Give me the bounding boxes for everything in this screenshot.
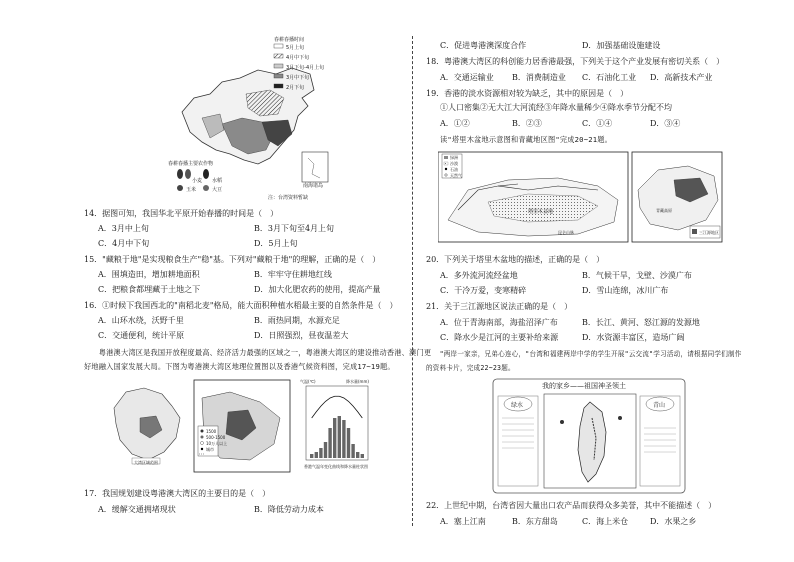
question-17: 17．我国规划建设粤港澳大湾区的主要目的是（ ） <box>84 489 271 498</box>
tarim-region-label: 塔里木盆地 <box>528 209 554 215</box>
option-d[interactable]: D．③④ <box>650 119 681 128</box>
option-a[interactable]: A．多外流河流经盆地 <box>440 271 518 280</box>
chart-y-right-unit: 降水量(mm) <box>346 379 369 384</box>
tarim-legend-label: 石油 <box>450 167 458 172</box>
precip-bar <box>315 452 318 458</box>
taiwan-card-figure <box>492 378 686 494</box>
passage-line: 好地融入国家发展大局。下图为粤港澳大湾区地理位置图以及香港气候资料图，完成17~19题。 <box>84 362 395 371</box>
precip-bar <box>351 444 354 458</box>
plateau-label: 青藏高原 <box>656 208 672 213</box>
passage-line: 读"塔里木盆地示意图和青藏地区图"完成20~21题。 <box>440 135 613 144</box>
option-d[interactable]: D．高新技术产业 <box>650 73 713 82</box>
precip-bar <box>356 452 359 458</box>
option-c[interactable]: C．把粮食都埋藏于土地之下 <box>98 285 201 294</box>
climate-chart-frame <box>306 386 368 460</box>
question-15: 15．"藏粮于地"是实现粮食生产"稳"基。下列对"藏粮于地"的理解，正确的是（ ） <box>84 255 381 264</box>
question-14: 14．据图可知，我国华北平原开始春播的时间是（ ） <box>84 209 279 218</box>
spring-sowing-map <box>162 34 330 204</box>
right-column <box>420 0 742 562</box>
option-d[interactable]: D．加强基础设施建设 <box>582 41 661 50</box>
option-b[interactable]: B．雨热同期，水源充足 <box>254 316 340 325</box>
south-sea-inset <box>302 152 328 182</box>
mountain-label: 昆仑山脉 <box>558 230 574 235</box>
option-d[interactable]: D．5月上旬 <box>254 239 298 248</box>
precip-bar <box>342 420 345 458</box>
column-divider <box>412 36 413 526</box>
option-c[interactable]: C．①④ <box>582 119 613 128</box>
option-a[interactable]: A．3月中上旬 <box>98 224 149 233</box>
option-c[interactable]: C．海上米仓 <box>582 517 629 526</box>
option-a[interactable]: A．山环水绕，沃野千里 <box>98 316 184 325</box>
chart-caption: 香港气温年变化曲线和降水量柱状图 <box>304 464 368 469</box>
precip-bar <box>333 418 336 458</box>
option-b[interactable]: B．长江、黄河、怒江源的发源地 <box>582 318 700 327</box>
option-d[interactable]: D．加大化肥农药的使用，提高产量 <box>254 285 381 294</box>
option-c[interactable]: C．交通便利，统计平原 <box>98 331 185 340</box>
precip-bar <box>319 448 322 458</box>
option-a[interactable]: A．交通运输业 <box>440 73 494 82</box>
passage-line: 粤港澳大湾区是我国开放程度最高、经济活力最强的区域之一，粤港澳大湾区的建设推动香港、澳门更 <box>84 348 432 357</box>
option-b[interactable]: B．气候干旱，戈壁、沙漠广布 <box>582 271 692 280</box>
bay-legend-label: 城市 <box>206 447 214 452</box>
sowing-legend-label: 3月下旬-4月上旬 <box>286 65 325 71</box>
passage-line: 的资料卡片，完成22~23题。 <box>426 364 515 372</box>
sanjiang-legend-label: 三江源地区 <box>699 230 719 235</box>
option-a[interactable]: A．①② <box>440 119 470 128</box>
sowing-legend-label: 3月中下旬 <box>286 75 310 81</box>
question-19: 19．香港的淡水资源相对较为缺乏，其中的原因是（ ） <box>426 89 629 98</box>
option-d[interactable]: D．日照强烈，昼夜温差大 <box>254 331 349 340</box>
taiwan-card-title: 我的家乡——祖国神圣领土 <box>542 382 626 390</box>
left-column <box>78 0 432 562</box>
bay-legend-label: 1500 <box>206 429 217 434</box>
tarim-legend-label: 沙漠 <box>450 161 458 166</box>
crop-legend-title: 春耕春播主要农作物 <box>168 161 214 167</box>
map-note: 注：台湾资料暂缺 <box>268 195 309 201</box>
sowing-legend-label: 2月下旬 <box>286 85 305 91</box>
option-c[interactable]: C．石油化工业 <box>582 73 637 82</box>
bay-legend-label: 大湾区域范围 <box>134 460 158 465</box>
crop-label: 水稻 <box>212 178 223 184</box>
precip-bar <box>347 428 350 458</box>
question-21: 21．关于三江源地区说法正确的是（ ） <box>426 302 573 311</box>
option-c[interactable]: C．干冷万爱，变寒精碎 <box>440 286 527 295</box>
passage-line: "两岸一家亲，兄弟心连心，"台湾和福建两岸中学的学生开展"云交流"学习活动，请根据同学们制作 <box>426 350 742 358</box>
precip-bar <box>338 416 341 458</box>
bay-legend-label: 10万人以上 <box>206 441 228 446</box>
option-a[interactable]: A．围填造田，增加耕地面积 <box>98 270 200 279</box>
option-b[interactable]: B．②③ <box>512 119 542 128</box>
question-18: 18．粤港澳大湾区的科创能力居香港最强，下列关于这个产业发展有密切关系（ ） <box>426 57 725 66</box>
tarim-legend-label: 绿洲 <box>450 155 458 160</box>
option-b[interactable]: B．3月下旬至4月上旬 <box>254 224 335 233</box>
card-right-title: 青山 <box>653 402 666 409</box>
option-b[interactable]: B．消费制造业 <box>512 73 566 82</box>
question-22: 22．上世纪中期，台湾省因大量出口农产品而获得众多美誉，其中不能描述（ ） <box>426 501 717 510</box>
sowing-legend-title: 春耕春播时间 <box>274 37 305 43</box>
option-d[interactable]: D．水资源丰富区，造场广阔 <box>582 333 685 342</box>
option-b[interactable]: B．降低劳动力成本 <box>254 505 324 514</box>
option-c[interactable]: C．降水少是江河的主要补给来源 <box>440 333 559 342</box>
precip-bar <box>361 454 364 458</box>
question-20: 20．下列关于塔里木盆地的描述，正确的是（ ） <box>426 255 605 264</box>
option-a[interactable]: A．位于青海南部，海盐沼泽广布 <box>440 318 558 327</box>
question-16: 16．①时候下我国西北的"南稻北麦"格局，能大面积种植水稻最主要的自然条件是（ ） <box>84 301 398 310</box>
chart-y-left-unit: 气温(℃) <box>300 379 316 384</box>
inset-label: 南海诸岛 <box>303 183 324 189</box>
tarim-legend-label: 天然气 <box>450 173 462 178</box>
option-b[interactable]: B．东方甜岛 <box>512 517 558 526</box>
crop-label: 玉米 <box>186 187 197 193</box>
option-a[interactable]: A．塞上江南 <box>440 517 486 526</box>
option-d[interactable]: D．雪山连绵，冰川广布 <box>582 286 669 295</box>
bay-legend-label: 500-1500 <box>206 435 226 440</box>
crop-label: 小麦 <box>192 178 203 184</box>
option-d[interactable]: D．水果之乡 <box>650 517 697 526</box>
option-c[interactable]: C．促进粤港澳深度合作 <box>440 41 527 50</box>
option-c[interactable]: C．4月中下旬 <box>98 239 150 248</box>
option-b[interactable]: B．牢牢守住耕地红线 <box>254 270 332 279</box>
precip-bar <box>328 428 331 458</box>
sowing-legend-label: 4月中下旬 <box>286 55 310 61</box>
tarim-tibet-maps <box>438 150 724 244</box>
precip-bar <box>310 454 313 458</box>
crop-label: 大豆 <box>212 187 223 193</box>
card-left-title: 绿水 <box>511 402 524 409</box>
sowing-legend-label: 5月上旬 <box>286 45 305 51</box>
question-19-items: ①人口密集②无大江大河流经③年降水量稀少④降水季节分配不均 <box>440 103 672 112</box>
precip-bar <box>324 442 327 458</box>
bay-area-figure <box>110 378 374 476</box>
option-a[interactable]: A．缓解交通拥堵现状 <box>98 505 176 514</box>
